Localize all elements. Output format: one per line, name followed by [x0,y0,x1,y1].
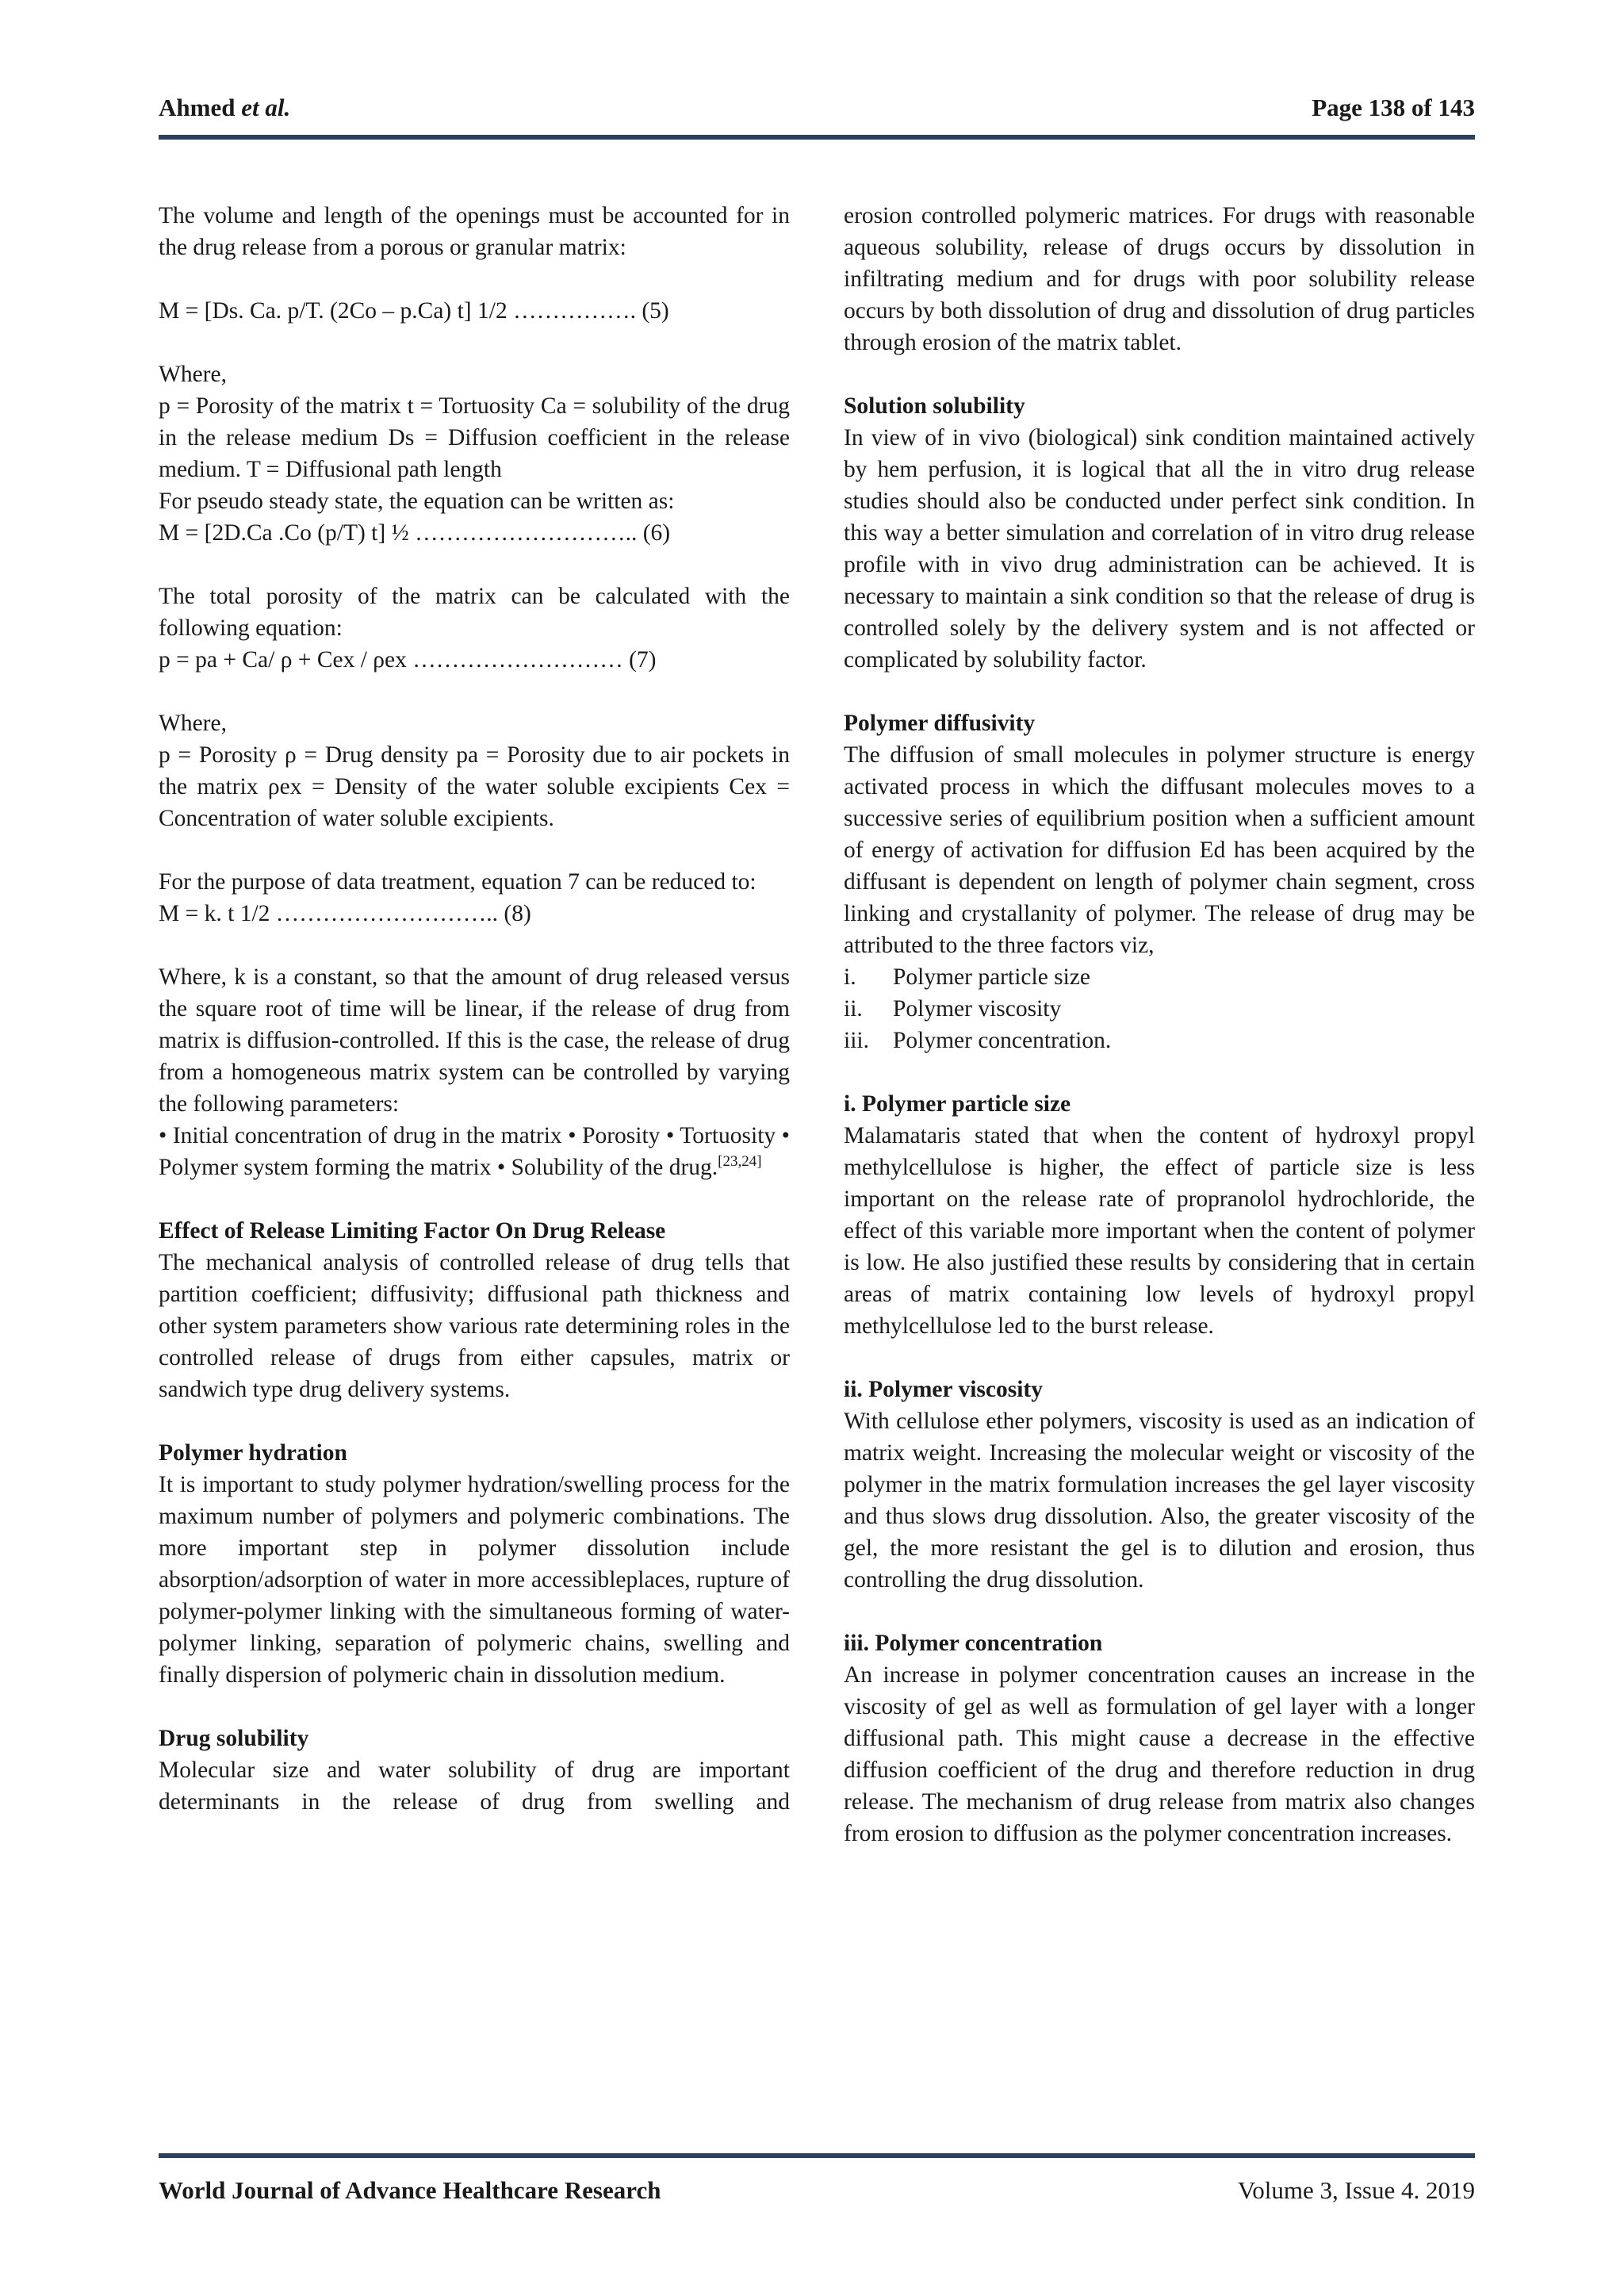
left-column [159,200,790,1818]
footer-rule [159,2153,1475,2158]
paragraph-linear: Where, k is a constant, so that the amount of drug released versus the square root of time will be linear, if the release of drug from matrix is diffusion-controlled. If this is the case, the release of drug from a homogeneous matrix system can be controlled by varying the following parameters: [159,964,790,1117]
heading-polymer-hydration: Polymer hydration [159,1440,347,1466]
equation-5: M = [Ds. Ca. p/T. (2Co – p.Ca) t] 1/2 ……………. (5) [159,298,669,324]
equation-7: p = pa + Ca/ ρ + Cex / ρex ……………………… (7) [159,647,657,673]
list-item: i. Polymer particle size [844,964,1091,990]
heading-solution-solubility: Solution solubility [844,393,1025,419]
parameters-list: • Initial concentration of drug in the matrix • Porosity • Tortuosity • Polymer system forming the matrix • Solubility of the drug.[23,24] [159,1123,790,1180]
paragraph-release-limiting-factor: The mechanical analysis of controlled release of drug tells that partition coefficient; diffusivity; diffusional path thickness and other system parameters show various rate determining roles in the controlled release of drugs from either capsules, matrix or sandwich type drug delivery systems. [159,1250,790,1402]
journal-name: World Journal of Advance Healthcare Research [159,2176,661,2204]
where-label: Where, [159,711,227,736]
citation: [23,24] [718,1153,762,1170]
paragraph-polymer-viscosity: With cellulose ether polymers, viscosity is used as an indication of matrix weight. Increasing the molecular weight or viscosity of the polymer in the matrix formulation increases the gel layer viscosity and thus slows drug dissolution. Also, the greater viscosity of the gel, the more resistant the gel is to dilution and erosion, thus controlling the drug dissolution. [844,1409,1475,1593]
list-item: iii. Polymer concentration. [844,1028,1112,1053]
right-column [844,200,1475,1849]
running-header-author: Ahmed et al. [159,94,291,121]
where-label: Where, [159,362,227,387]
factors-list [844,961,1475,1056]
header-rule [159,135,1475,140]
paragraph-polymer-hydration: It is important to study polymer hydration/swelling process for the maximum number of polymers and polymeric combinations. The more important step in polymer dissolution include absorption/adsorption of water in more accessibleplaces, rupture of polymer-polymer linking with the simultaneous forming of water-polymer linking, separation of polymeric chains, swelling and finally dispersion of polymeric chain in dissolution medium. [159,1472,790,1688]
porosity-intro: The total porosity of the matrix can be calculated with the following equation: [159,584,790,641]
paragraph-polymer-diffusivity: The diffusion of small molecules in polymer structure is energy activated process in which the diffusant molecules moves to a successive series of equilibrium position when a sufficient amount of energy of activation for diffusion Ed has been acquired by the diffusant is dependent on length of polymer chain segment, cross linking and crystallanity of polymer. The release of drug may be attributed to the three factors viz, [844,742,1475,958]
heading-polymer-diffusivity: Polymer diffusivity [844,711,1036,736]
paragraph-erosion-continued: erosion controlled polymeric matrices. For drugs with reasonable aqueous solubility, release of drugs occurs by dissolution in infiltrating medium and for drugs with poor solubility release occurs by both dissolution of drug and dissolution of drug particles through erosion of the matrix tablet. [844,203,1475,355]
paragraph-polymer-concentration: An increase in polymer concentration causes an increase in the viscosity of gel as well as formulation of gel layer with a longer diffusional path. This might cause a decrease in the effective diffusion coefficient of the drug and therefore reduction in drug release. The mechanism of drug release from matrix also changes from erosion to diffusion as the polymer concentration increases. [844,1662,1475,1846]
equation-6: M = [2D.Ca .Co (p/T) t] ½ ……………………….. (6) [159,520,671,546]
heading-polymer-concentration: iii. Polymer concentration [844,1631,1103,1656]
page-number: Page 138 of 143 [1312,94,1475,121]
paragraph-openings: The volume and length of the openings must be accounted for in the drug release from a porous or granular matrix: [159,203,790,260]
pseudo-steady-state-text: For pseudo steady state, the equation can be written as: [159,489,675,514]
data-treatment-text: For the purpose of data treatment, equation 7 can be reduced to: [159,869,756,895]
heading-polymer-viscosity: ii. Polymer viscosity [844,1377,1043,1402]
paragraph-drug-solubility: Molecular size and water solubility of drug are important determinants in the release of drug from swelling and [159,1757,790,1815]
paragraph-solution-solubility: In view of in vivo (biological) sink condition maintained actively by hem perfusion, it is logical that all the in vitro drug release studies should also be conducted under perfect sink condition. In this way a better simulation and correlation of in vitro drug release profile with in vivo drug administration can be achieved. It is necessary to maintain a sink condition so that the release of drug is controlled solely by the delivery system and is not affected or complicated by solubility factor. [844,425,1475,673]
running-header [159,94,1475,135]
list-item: ii. Polymer viscosity [844,996,1062,1022]
definitions-equation-5: p = Porosity of the matrix t = Tortuosity Ca = solubility of the drug in the release medium Ds = Diffusion coefficient in the release medium. T = Diffusional path length [159,393,790,482]
definitions-equation-7: p = Porosity ρ = Drug density pa = Porosity due to air pockets in the matrix ρex = Density of the water soluble excipients Cex = Concentration of water soluble excipients. [159,742,790,831]
equation-8: M = k. t 1/2 ……………………….. (8) [159,901,531,926]
heading-polymer-particle-size: i. Polymer particle size [844,1091,1071,1117]
heading-drug-solubility: Drug solubility [159,1726,309,1751]
volume-issue: Volume 3, Issue 4. 2019 [1237,2176,1475,2204]
heading-release-limiting-factor: Effect of Release Limiting Factor On Drug Release [159,1218,666,1244]
paragraph-polymer-particle-size: Malamataris stated that when the content of hydroxyl propyl methylcellulose is higher, the effect of particle size is less important on the release rate of propranolol hydrochloride, the effect of this variable more important when the content of polymer is low. He also justified these results by considering that in certain areas of matrix containing low levels of hydroxyl propyl methylcellulose led to the burst release. [844,1123,1475,1339]
